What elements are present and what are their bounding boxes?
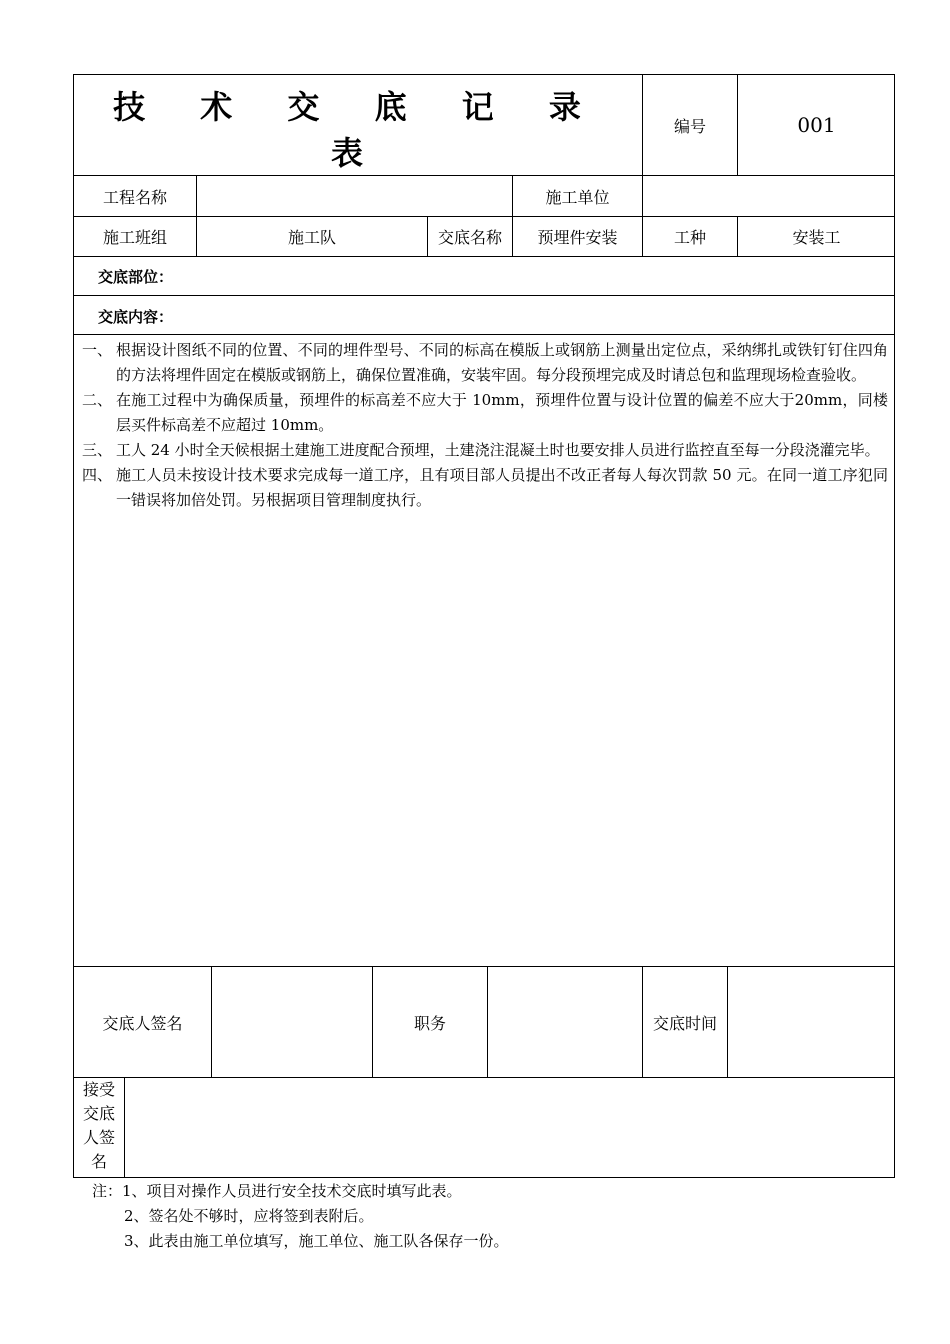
briefing-name-label: 交底名称	[437, 228, 502, 247]
label-line: 名	[90, 1152, 107, 1171]
briefer-signature-field[interactable]	[212, 967, 372, 1077]
project-name-field[interactable]	[197, 176, 512, 216]
serial-label: 编号	[673, 116, 706, 136]
form-title: 技 术 交 底 记 录 表	[113, 88, 603, 172]
location-label: 交底部位：	[98, 268, 174, 286]
content-item	[82, 438, 888, 463]
briefer-signature-label: 交底人签名	[102, 1013, 183, 1033]
team-value[interactable]: 施工队	[287, 228, 336, 247]
serial-value[interactable]: 001	[797, 113, 836, 137]
receiver-signature-label	[74, 1078, 124, 1174]
note-line-1: 注：1、项目对操作人员进行安全技术交底时填写此表。	[92, 1182, 462, 1200]
item-number: 二、	[82, 391, 113, 409]
item-text: 施工人员未按设计技术要求完成每一道工序，且有项目部人员提出不改正者每人每次罚款 50 元。在同一道工序犯同一错误将加倍处罚。另根据项目管理制度执行。	[116, 466, 888, 509]
item-text: 在施工过程中为确保质量，预埋件的标高差不应大于 10mm，预埋件位置与设计位置的偏差不应大于20mm，同楼层买件标高差不应超过 10mm。	[116, 391, 888, 434]
item-number: 一、	[82, 341, 113, 359]
briefing-name-value[interactable]: 预埋件安装	[537, 228, 618, 247]
trade-label: 工种	[673, 228, 706, 247]
note-line-3: 3、此表由施工单位填写，施工单位、施工队各保存一份。	[124, 1232, 509, 1250]
receiver-signature-field[interactable]	[125, 1078, 895, 1177]
project-name-label: 工程名称	[102, 187, 167, 207]
divider	[73, 295, 895, 296]
briefing-time-label: 交底时间	[652, 1013, 717, 1033]
contractor-field[interactable]	[643, 176, 895, 216]
item-number: 三、	[82, 441, 113, 459]
content-item	[82, 338, 888, 388]
briefing-content	[82, 338, 888, 513]
note-line-2: 2、签名处不够时，应将签到表附后。	[124, 1207, 374, 1225]
contractor-label: 施工单位	[545, 187, 610, 207]
team-label: 施工班组	[102, 228, 167, 247]
label-line: 人签	[82, 1128, 115, 1147]
position-field[interactable]	[488, 967, 642, 1077]
content-label: 交底内容：	[98, 308, 174, 326]
label-line: 接受	[82, 1080, 115, 1099]
content-item	[82, 463, 888, 513]
trade-value[interactable]: 安装工	[792, 228, 841, 247]
briefing-time-field[interactable]	[728, 967, 895, 1077]
label-line: 交底	[82, 1104, 115, 1123]
divider	[73, 334, 895, 335]
content-item	[82, 388, 888, 438]
item-number: 四、	[82, 466, 113, 484]
item-text: 根据设计图纸不同的位置、不同的埋件型号、不同的标高在模版上或钢筋上测量出定位点，采纳绑扎或铁钉钉住四角的方法将埋件固定在模版或钢筋上，确保位置准确，安装牢固。每分段预埋完成及时请总包和监理现场检查验收。	[116, 341, 888, 384]
position-label: 职务	[413, 1013, 446, 1033]
item-text: 工人 24 小时全天候根据土建施工进度配合预埋，土建浇注混凝土时也要安排人员进行监控直至每一分段浇灌完毕。	[116, 441, 880, 459]
